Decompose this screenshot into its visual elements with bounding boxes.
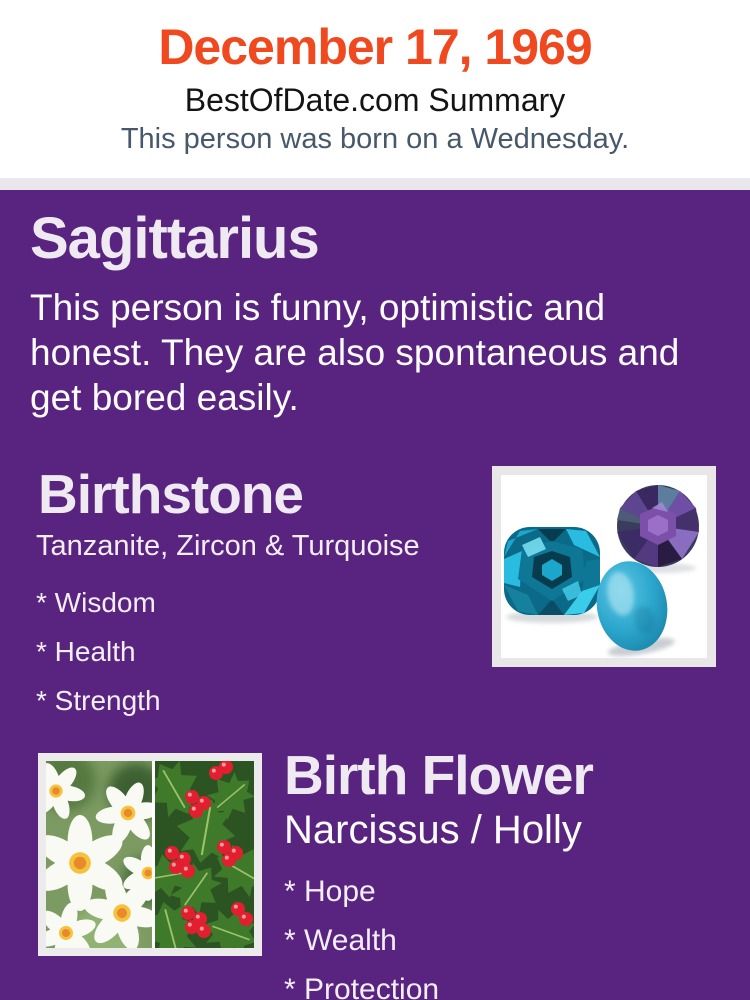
site-summary-text: BestOfDate.com Summary [184, 82, 566, 118]
birth-flower-trait: * Wealth [284, 924, 397, 958]
birthstone-title: Birthstone [38, 462, 303, 525]
page-title-date: December 17, 1969 [158, 19, 592, 75]
gemstones-illustration [501, 475, 707, 658]
flowers-illustration [46, 761, 254, 948]
birth-flower-traits-list [284, 875, 593, 1000]
main-purple-section [0, 190, 750, 1000]
birthstone-trait: * Wisdom [36, 587, 156, 619]
birth-flower-title: Birth Flower [284, 744, 593, 807]
gemstones-image [492, 466, 716, 667]
birth-flower-trait: * Protection [284, 973, 440, 1000]
birthstone-trait: * Health [36, 636, 136, 668]
birthstone-trait: * Strength [36, 685, 161, 717]
header [0, 0, 750, 178]
birthstone-section [0, 462, 750, 718]
birth-flower-section [0, 744, 750, 1000]
birth-flower-text-block [284, 744, 593, 1000]
zodiac-sign-title: Sagittarius [30, 206, 319, 271]
divider-strip [0, 178, 750, 190]
birth-flower-names: Narcissus / Holly [284, 808, 582, 853]
born-day-text: This person was born on a Wednesday. [120, 122, 630, 155]
flowers-image [38, 753, 262, 956]
birth-flower-trait: * Hope [284, 875, 376, 909]
zodiac-description: This person is funny, optimistic and honest. They are also spontaneous and get bored easily. [30, 286, 680, 418]
birthstone-names: Tanzanite, Zircon & Turquoise [36, 530, 420, 563]
